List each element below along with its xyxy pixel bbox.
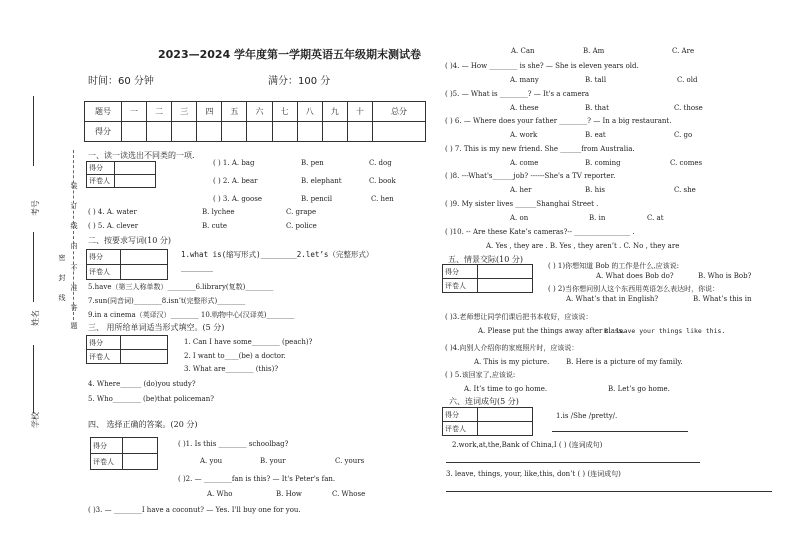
kaohao-label: 考号 bbox=[31, 200, 40, 216]
s1-q5-b: B. cute bbox=[202, 222, 227, 230]
r-q6: ( ) 6. — Where does your father ________? — In a big restaurant. bbox=[445, 117, 672, 125]
section2-title: 二、按要求写词(10 分) bbox=[88, 236, 171, 245]
grade-grader-cell[interactable] bbox=[115, 175, 156, 188]
answer-line-1[interactable] bbox=[552, 431, 688, 432]
grade-grader-cell[interactable] bbox=[478, 279, 533, 293]
r-q5: ( )5. — What is ________? — It's a camera bbox=[445, 90, 590, 98]
seal-char: 准 bbox=[70, 284, 78, 292]
grade-box-5 bbox=[442, 264, 533, 293]
r-q8-a: A. her bbox=[510, 186, 532, 194]
score-head-cell: 四 bbox=[197, 102, 222, 122]
s2-line2: 5.have（第三人称单数）________6.library(复数)________ bbox=[88, 283, 274, 291]
r-s5-q3-b: B. leave your things like this. bbox=[604, 327, 726, 335]
r-s5-q4-b: B. Here is a picture of my family. bbox=[566, 358, 683, 366]
section4-title: 四、 选择正确的答案。(20 分) bbox=[88, 420, 198, 429]
r-s6-q1: 1.is /She /pretty/. bbox=[556, 412, 618, 420]
grade-grader-cell[interactable] bbox=[121, 350, 168, 364]
s1-q1-c: C. dog bbox=[369, 159, 392, 167]
r-s6-q2: 2.work,at,the,Bank of China,I ( ) (连词成句) bbox=[452, 441, 603, 449]
r-s5-q4-a: A. This is my picture. bbox=[474, 358, 550, 366]
seal-char: 不 bbox=[70, 264, 78, 272]
grade-score-cell[interactable] bbox=[121, 336, 168, 350]
page-title: 2023—2024 学年度第一学期英语五年级期末测试卷 bbox=[158, 48, 422, 61]
grade-score-label: 得分 bbox=[443, 265, 478, 279]
grade-score-label: 得分 bbox=[91, 438, 123, 454]
s4-q1-c: C. yours bbox=[335, 457, 365, 465]
score-cell[interactable] bbox=[247, 122, 272, 142]
grade-box-1 bbox=[86, 161, 156, 188]
s3-q4: 4. Where______ (do)you study? bbox=[88, 380, 196, 388]
score-row-label: 得分 bbox=[85, 122, 122, 142]
score-cell[interactable] bbox=[222, 122, 247, 142]
name-line bbox=[33, 232, 34, 302]
answer-line-2[interactable] bbox=[446, 462, 700, 463]
grade-box-6 bbox=[442, 407, 533, 436]
r-q9-b: B. in bbox=[589, 214, 606, 222]
kaohao-line bbox=[33, 96, 34, 166]
score-head-cell: 七 bbox=[272, 102, 297, 122]
score-head-cell: 六 bbox=[247, 102, 272, 122]
grade-grader-label: 评卷人 bbox=[87, 265, 121, 280]
grade-grader-label: 评卷人 bbox=[91, 454, 123, 470]
grade-score-cell[interactable] bbox=[115, 162, 156, 175]
section3-title: 三、 用所给单词适当形式填空。(5 分) bbox=[88, 323, 225, 332]
s1-q2-b: B. elephant bbox=[301, 177, 342, 185]
r-q6-b: B. eat bbox=[585, 131, 606, 139]
r-q6-c: C. go bbox=[674, 131, 693, 139]
time-info: 时间：60 分钟 bbox=[88, 76, 154, 87]
s4-q1-b: B. your bbox=[260, 457, 286, 465]
grade-grader-label: 评卷人 bbox=[443, 279, 478, 293]
s2-line3: 7.sun(同音词)________8.isn’t(完整形式)________ bbox=[88, 297, 246, 305]
s4-q3: ( )3. — ________I have a coconut? — Yes. I'll buy one for you. bbox=[88, 506, 301, 514]
grade-grader-label: 评卷人 bbox=[443, 422, 478, 436]
score-head-cell: 五 bbox=[222, 102, 247, 122]
grade-score-label: 得分 bbox=[87, 250, 121, 265]
grade-box-4 bbox=[90, 437, 158, 470]
grade-grader-cell[interactable] bbox=[123, 454, 158, 470]
s1-q5: ( ) 5. A. clever bbox=[88, 222, 139, 230]
grade-grader-label: 评卷人 bbox=[87, 350, 121, 364]
grade-score-cell[interactable] bbox=[478, 265, 533, 279]
seal-line bbox=[73, 150, 74, 320]
grade-grader-label: 评卷人 bbox=[87, 175, 115, 188]
r-q8-b: B. his bbox=[585, 186, 605, 194]
s1-q1: ( ) 1. A. bag bbox=[213, 159, 255, 167]
seal-char: 内 bbox=[70, 242, 78, 250]
score-head-cell: 总分 bbox=[373, 102, 426, 122]
r-s6-q3: 3. leave, things, your, like,this, don’t ( ) (连词成句) bbox=[446, 470, 621, 478]
seal-char: 密 bbox=[58, 254, 66, 262]
s1-q4: ( ) 4. A. water bbox=[88, 208, 137, 216]
s4-q1: ( )1. Is this ________ schoolbag? bbox=[178, 440, 289, 448]
s3-q1: 1. Can I have some________ (peach)? bbox=[184, 338, 313, 346]
r-q8-c: C. she bbox=[674, 186, 696, 194]
score-cell[interactable] bbox=[373, 122, 426, 142]
r-s5-q1-b: B. Who is Bob? bbox=[698, 272, 752, 280]
school-label: 学校 bbox=[31, 412, 40, 428]
s1-q3-c: C. hen bbox=[371, 195, 394, 203]
seal-char: 线 bbox=[58, 294, 66, 302]
score-info: 满分：100 分 bbox=[268, 76, 331, 87]
r-q10-options: A. Yes , they are . B. Yes , they aren’t . C. No , they are bbox=[486, 242, 680, 250]
s4-q2: ( )2. — ________fan is this? — It's Peter's fan. bbox=[178, 475, 336, 483]
r-q4: ( )4. — How ________ is she? — She is eleven years old. bbox=[445, 62, 639, 70]
r-q5-b: B. that bbox=[585, 104, 609, 112]
score-cell[interactable] bbox=[122, 122, 147, 142]
r-s5-q5-a: A. It’s time to go home. bbox=[464, 385, 548, 393]
score-head-cell: 三 bbox=[172, 102, 197, 122]
s1-q5-c: C. police bbox=[286, 222, 317, 230]
s1-q3-b: B. pencil bbox=[301, 195, 333, 203]
grade-score-label: 得分 bbox=[443, 408, 478, 422]
s3-q2: 2. I want to____(be) a doctor. bbox=[184, 352, 286, 360]
r-s5-q5-b: B. Let’s go home. bbox=[608, 385, 670, 393]
seal-char: 答 bbox=[70, 304, 78, 312]
r-s5-q3: ( )3.老师想让同学们课后把书本收好，应该说： bbox=[445, 313, 593, 321]
score-head-cell: 九 bbox=[322, 102, 347, 122]
score-head-cell: 二 bbox=[147, 102, 172, 122]
r-q5-a: A. these bbox=[510, 104, 539, 112]
r-s5-q3-a: A. Please put the things away after class. bbox=[478, 327, 625, 335]
score-head-cell: 十 bbox=[347, 102, 372, 122]
grade-score-cell[interactable] bbox=[478, 408, 533, 422]
grade-grader-cell[interactable] bbox=[478, 422, 533, 436]
s1-q4-b: B. lychee bbox=[202, 208, 235, 216]
r-s5-q1-a: A. What does Bob do? bbox=[596, 272, 674, 280]
r-s5-q2: ( ) 2)当你想问别人这个东西用英语怎么表达时，你说： bbox=[548, 285, 720, 293]
score-cell[interactable] bbox=[197, 122, 222, 142]
s4-q1-a: A. you bbox=[200, 457, 223, 465]
grade-score-label: 得分 bbox=[87, 162, 115, 175]
grade-box-3 bbox=[86, 335, 168, 364]
seal-char: 线 bbox=[70, 222, 78, 230]
r-q4-c: C. old bbox=[677, 76, 698, 84]
score-table bbox=[84, 101, 426, 142]
school-line bbox=[33, 345, 34, 413]
score-head-cell: 题号 bbox=[85, 102, 122, 122]
r-q9-a: A. on bbox=[510, 214, 529, 222]
answer-line-3[interactable] bbox=[446, 491, 772, 492]
grade-score-cell[interactable] bbox=[121, 250, 168, 265]
r-q7-a: A. come bbox=[510, 159, 539, 167]
r-q5-c: C. those bbox=[674, 104, 703, 112]
score-head-cell: 八 bbox=[297, 102, 322, 122]
s3-q3: 3. What are________ (this)? bbox=[184, 365, 279, 373]
s1-q4-c: C. grape bbox=[286, 208, 317, 216]
section6-title: 六、连词成句(5 分) bbox=[449, 397, 519, 406]
r-q7-b: B. coming bbox=[585, 159, 621, 167]
r-q9-c: C. at bbox=[647, 214, 664, 222]
score-cell[interactable] bbox=[272, 122, 297, 142]
s1-q1-b: B. pen bbox=[301, 159, 324, 167]
seal-char: 题 bbox=[70, 322, 78, 330]
name-label: 姓名 bbox=[31, 310, 40, 326]
r-q10: ( )10. -- Are these Kate’s cameras?-- ________________ . bbox=[445, 228, 635, 236]
r3-c: C. Are bbox=[672, 47, 695, 55]
s1-q2: ( ) 2. A. bear bbox=[213, 177, 258, 185]
r-q4-a: A. many bbox=[510, 76, 539, 84]
seal-char: 订 bbox=[70, 202, 78, 210]
grade-box-2 bbox=[86, 249, 168, 280]
s3-q5: 5. Who________ (be)that policeman? bbox=[88, 395, 214, 403]
s4-q2-b: B. How bbox=[276, 490, 302, 498]
s4-q2-a: A. Who bbox=[207, 490, 233, 498]
grade-score-cell[interactable] bbox=[123, 438, 158, 454]
section5-title: 五、情景交际(10 分) bbox=[448, 255, 523, 264]
r-q7-c: C. comes bbox=[670, 159, 703, 167]
s1-q3: ( ) 3. A. goose bbox=[213, 195, 262, 203]
score-cell[interactable] bbox=[297, 122, 322, 142]
r-s5-q2-b: B. What’s this in bbox=[693, 295, 752, 303]
r-q9: ( )9. My sister lives ______Shanghai Street . bbox=[445, 200, 599, 208]
grade-grader-cell[interactable] bbox=[121, 265, 168, 280]
r-s5-q5: ( ) 5.该回家了,应该说: bbox=[445, 371, 516, 379]
score-head-cell: 一 bbox=[122, 102, 147, 122]
score-cell[interactable] bbox=[322, 122, 347, 142]
r3-a: A. Can bbox=[511, 47, 535, 55]
r-q6-a: A. work bbox=[510, 131, 538, 139]
r3-b: B. Am bbox=[583, 47, 605, 55]
seal-char: 装 bbox=[70, 182, 78, 190]
score-cell[interactable] bbox=[172, 122, 197, 142]
r-q7: ( ) 7. This is my new friend. She ______from Australia. bbox=[445, 145, 635, 153]
s4-q2-c: C. Whose bbox=[332, 490, 366, 498]
s2-line1: 1.what is(缩写形式)________2.let’s（完整形式） bbox=[181, 250, 374, 259]
score-cell[interactable] bbox=[147, 122, 172, 142]
r-q4-b: B. tall bbox=[585, 76, 607, 84]
r-s5-q2-a: A. What’s that in English? bbox=[566, 295, 659, 303]
s2-line1b: ________ bbox=[181, 263, 213, 272]
seal-char: 封 bbox=[58, 274, 66, 282]
grade-score-label: 得分 bbox=[87, 336, 121, 350]
section1-title: 一、读一读选出不同类的一项. bbox=[88, 151, 195, 160]
r-q8: ( )8. ---What's______job? ------She's a TV reporter. bbox=[445, 172, 616, 180]
score-cell[interactable] bbox=[347, 122, 372, 142]
s1-q2-c: C. book bbox=[369, 177, 396, 185]
r-s5-q1: ( ) 1)你想知道 Bob 的工作是什么,应该说: bbox=[548, 262, 679, 270]
r-s5-q4: ( )4.向别人介绍你的家庭照片时，应该说： bbox=[445, 344, 579, 352]
s2-line4: 9.in a cinema（英译汉）________ 10.购物中心(汉译英)________ bbox=[88, 311, 295, 319]
